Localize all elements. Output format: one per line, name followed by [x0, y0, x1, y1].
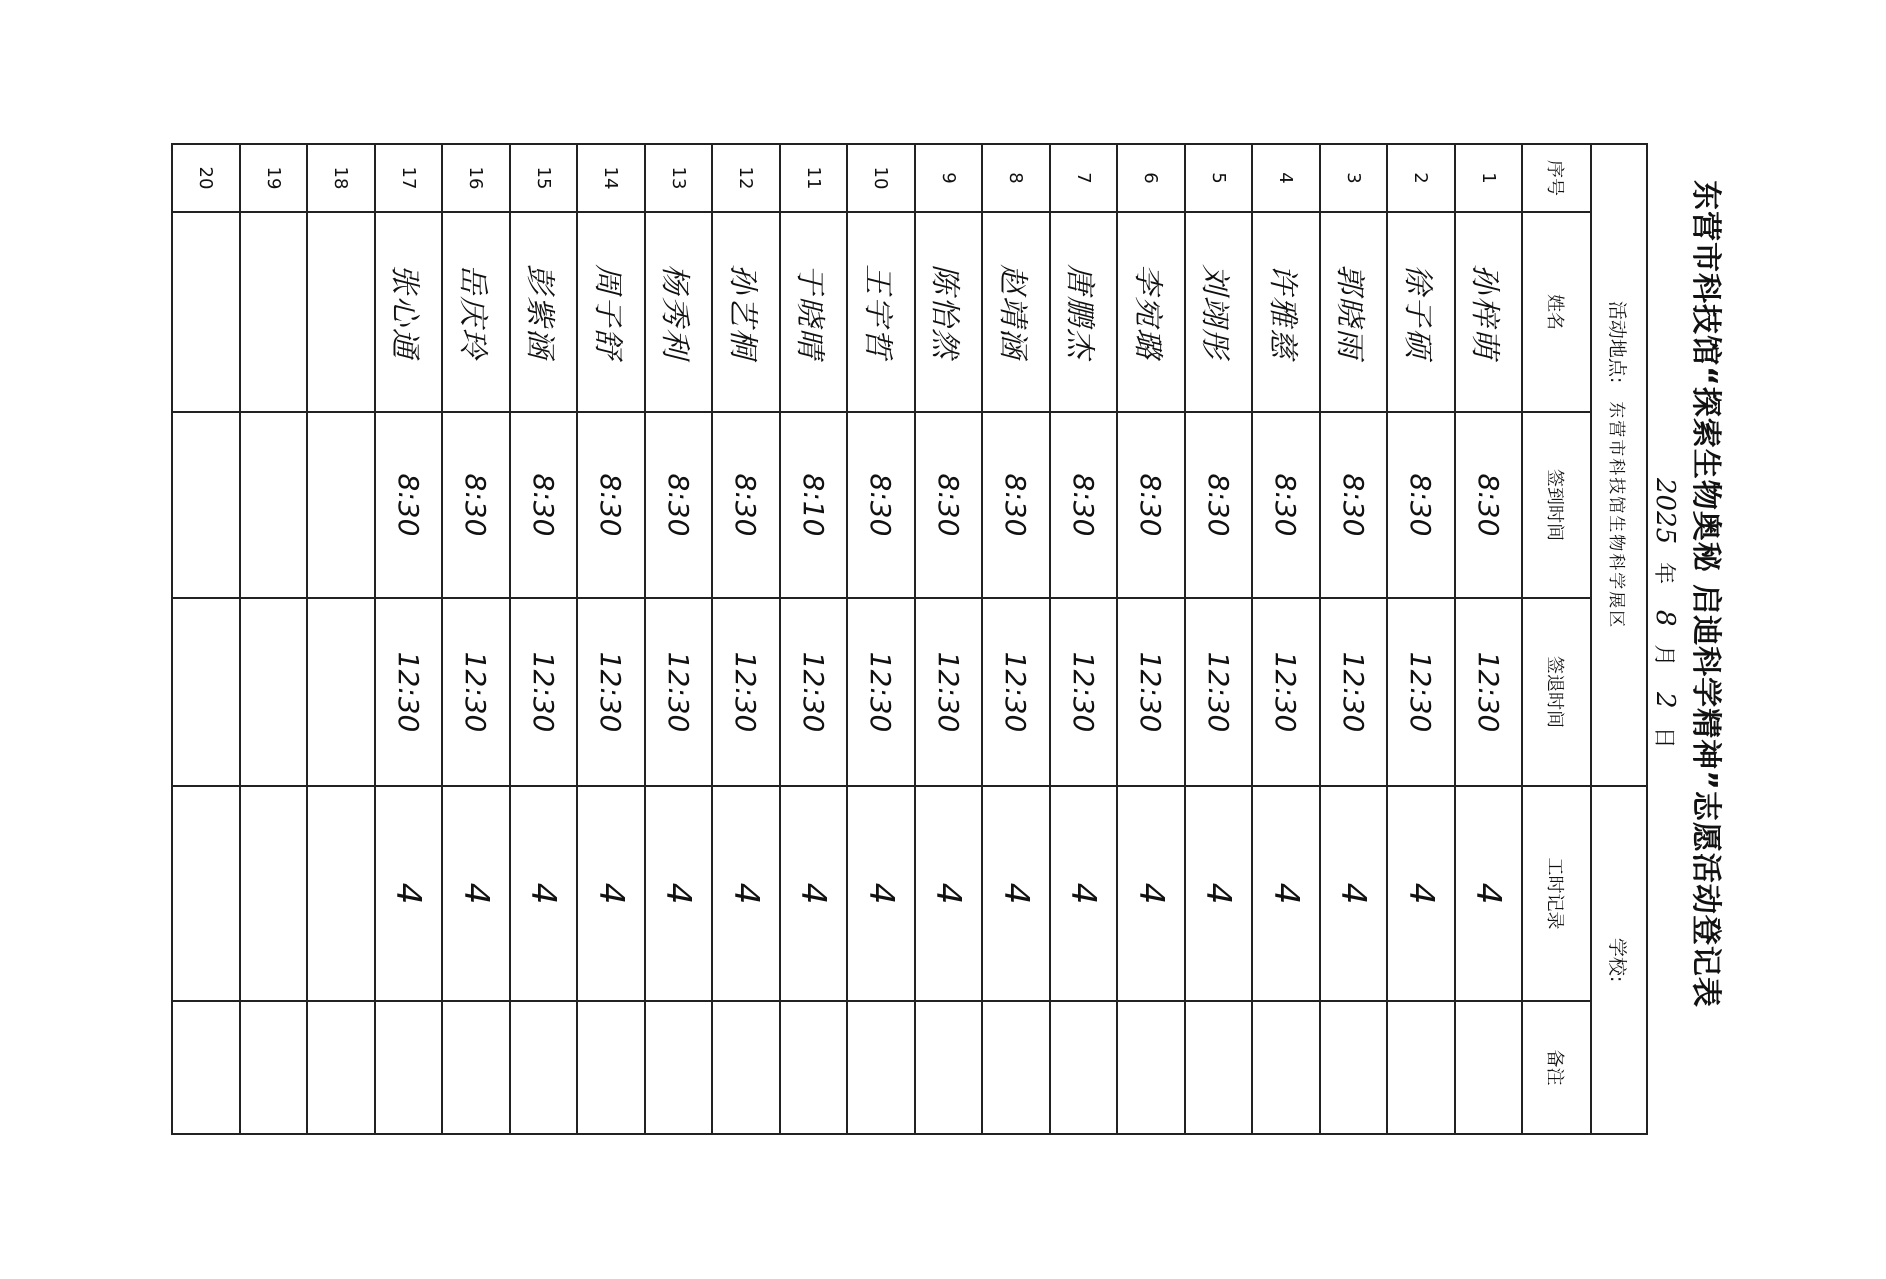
- table-row: [172, 144, 240, 1134]
- row-remarks: [510, 1001, 578, 1134]
- row-remarks: [1050, 1001, 1118, 1134]
- row-index: 17: [375, 144, 443, 212]
- row-name: [240, 212, 308, 412]
- row-remarks: [645, 1001, 713, 1134]
- row-name: 徐子硕: [1387, 212, 1455, 412]
- row-sign-in: 8:30: [1387, 412, 1455, 598]
- row-index: 15: [510, 144, 578, 212]
- row-sign-out: 12:30: [1185, 598, 1253, 786]
- table-row: [1387, 144, 1455, 1134]
- row-hours: 4: [1252, 786, 1320, 1001]
- location-label: 活动地点:: [1606, 300, 1629, 384]
- row-remarks: [780, 1001, 848, 1134]
- table-row: [1117, 144, 1185, 1134]
- header-hours: 工时记录: [1522, 786, 1591, 1001]
- row-remarks: [982, 1001, 1050, 1134]
- row-name: 陈怡然: [915, 212, 983, 412]
- row-remarks: [1387, 1001, 1455, 1134]
- row-sign-in: 8:30: [1252, 412, 1320, 598]
- row-hours: 4: [442, 786, 510, 1001]
- row-name: 王宇哲: [847, 212, 915, 412]
- row-name: 杨秀利: [645, 212, 713, 412]
- row-hours: 4: [1185, 786, 1253, 1001]
- row-hours: [307, 786, 375, 1001]
- row-sign-in: 8:30: [1455, 412, 1523, 598]
- date-day: 2: [1650, 692, 1680, 709]
- table-row: [307, 144, 375, 1134]
- form-title: 东营市科技馆“探索生物奥秘 启迪科学精神”志愿活动登记表: [1688, 180, 1723, 1008]
- row-remarks: [712, 1001, 780, 1134]
- row-name: 刘翊彤: [1185, 212, 1253, 412]
- row-sign-out: 12:30: [577, 598, 645, 786]
- header-sign-out: 签退时间: [1522, 598, 1591, 786]
- row-sign-in: 8:30: [645, 412, 713, 598]
- table-row: [712, 144, 780, 1134]
- row-sign-out: 12:30: [375, 598, 443, 786]
- row-sign-in: [240, 412, 308, 598]
- row-remarks: [1320, 1001, 1388, 1134]
- row-name: [307, 212, 375, 412]
- row-sign-in: [307, 412, 375, 598]
- row-index: 2: [1387, 144, 1455, 212]
- row-name: [172, 212, 240, 412]
- date-day-label: 日: [1651, 726, 1676, 749]
- row-remarks: [577, 1001, 645, 1134]
- row-hours: [172, 786, 240, 1001]
- table-row: [442, 144, 510, 1134]
- date-year: 2025: [1650, 478, 1680, 545]
- row-sign-in: 8:30: [1050, 412, 1118, 598]
- row-sign-in: 8:30: [712, 412, 780, 598]
- row-remarks: [1252, 1001, 1320, 1134]
- table-row: [1252, 144, 1320, 1134]
- header-row: [1522, 144, 1591, 1134]
- registration-table: [171, 143, 1648, 1135]
- row-sign-out: 12:30: [1252, 598, 1320, 786]
- row-hours: 4: [915, 786, 983, 1001]
- row-remarks: [915, 1001, 983, 1134]
- row-sign-out: 12:30: [712, 598, 780, 786]
- row-name: 李宛璐: [1117, 212, 1185, 412]
- row-sign-in: 8:30: [1320, 412, 1388, 598]
- table-row: [510, 144, 578, 1134]
- row-hours: 4: [375, 786, 443, 1001]
- row-sign-out: 12:30: [915, 598, 983, 786]
- row-name: 彭紫涵: [510, 212, 578, 412]
- row-index: 7: [1050, 144, 1118, 212]
- table-row: [577, 144, 645, 1134]
- row-remarks: [847, 1001, 915, 1134]
- row-hours: [240, 786, 308, 1001]
- row-remarks: [442, 1001, 510, 1134]
- row-sign-out: [172, 598, 240, 786]
- row-index: 20: [172, 144, 240, 212]
- table-row: [847, 144, 915, 1134]
- row-index: 18: [307, 144, 375, 212]
- date-year-label: 年: [1651, 562, 1676, 585]
- row-remarks: [375, 1001, 443, 1134]
- row-index: 12: [712, 144, 780, 212]
- row-sign-out: 12:30: [982, 598, 1050, 786]
- row-hours: 4: [645, 786, 713, 1001]
- row-hours: 4: [1387, 786, 1455, 1001]
- row-remarks: [1455, 1001, 1523, 1134]
- school-cell: [1591, 786, 1647, 1134]
- row-remarks: [307, 1001, 375, 1134]
- row-sign-in: 8:30: [982, 412, 1050, 598]
- row-name: 许雅慈: [1252, 212, 1320, 412]
- row-sign-in: 8:10: [780, 412, 848, 598]
- table-row: [645, 144, 713, 1134]
- header-index: 序号: [1522, 144, 1591, 212]
- table-row: [1185, 144, 1253, 1134]
- row-hours: 4: [1455, 786, 1523, 1001]
- info-row: [1591, 144, 1647, 1134]
- table-row: [915, 144, 983, 1134]
- row-index: 5: [1185, 144, 1253, 212]
- row-sign-in: 8:30: [1117, 412, 1185, 598]
- row-index: 16: [442, 144, 510, 212]
- header-remarks: 备注: [1522, 1001, 1591, 1134]
- row-index: 14: [577, 144, 645, 212]
- row-hours: 4: [1117, 786, 1185, 1001]
- row-name: 孙艺桐: [712, 212, 780, 412]
- row-name: 张心通: [375, 212, 443, 412]
- row-sign-out: 12:30: [1117, 598, 1185, 786]
- row-index: 4: [1252, 144, 1320, 212]
- row-remarks: [240, 1001, 308, 1134]
- table-row: [375, 144, 443, 1134]
- row-index: 8: [982, 144, 1050, 212]
- row-hours: 4: [982, 786, 1050, 1001]
- row-sign-out: 12:30: [645, 598, 713, 786]
- row-name: 于晓晴: [780, 212, 848, 412]
- table-row: [780, 144, 848, 1134]
- school-label: 学校:: [1606, 937, 1629, 983]
- row-sign-in: 8:30: [915, 412, 983, 598]
- row-hours: 4: [577, 786, 645, 1001]
- row-sign-in: [172, 412, 240, 598]
- row-sign-out: 12:30: [780, 598, 848, 786]
- row-sign-out: 12:30: [1050, 598, 1118, 786]
- row-name: 唐鹏杰: [1050, 212, 1118, 412]
- date-month: 8: [1650, 609, 1680, 627]
- header-name: 姓名: [1522, 212, 1591, 412]
- row-index: 3: [1320, 144, 1388, 212]
- row-sign-in: 8:30: [442, 412, 510, 598]
- row-name: 岳庆玲: [442, 212, 510, 412]
- row-sign-in: 8:30: [847, 412, 915, 598]
- row-name: 郭晓雨: [1320, 212, 1388, 412]
- row-sign-in: 8:30: [375, 412, 443, 598]
- row-index: 6: [1117, 144, 1185, 212]
- table-row: [1455, 144, 1523, 1134]
- row-hours: 4: [1320, 786, 1388, 1001]
- row-remarks: [1117, 1001, 1185, 1134]
- table-row: [982, 144, 1050, 1134]
- row-index: 9: [915, 144, 983, 212]
- row-hours: 4: [1050, 786, 1118, 1001]
- row-sign-out: 12:30: [1455, 598, 1523, 786]
- table-row: [240, 144, 308, 1134]
- date-line: [1650, 460, 1681, 749]
- row-sign-out: 12:30: [510, 598, 578, 786]
- row-sign-in: 8:30: [577, 412, 645, 598]
- row-sign-in: 8:30: [510, 412, 578, 598]
- row-name: 周子舒: [577, 212, 645, 412]
- row-hours: 4: [510, 786, 578, 1001]
- row-name: 赵靖涵: [982, 212, 1050, 412]
- row-index: 11: [780, 144, 848, 212]
- row-index: 13: [645, 144, 713, 212]
- header-sign-in: 签到时间: [1522, 412, 1591, 598]
- row-sign-out: 12:30: [442, 598, 510, 786]
- row-index: 10: [847, 144, 915, 212]
- row-sign-out: 12:30: [1320, 598, 1388, 786]
- row-sign-in: 8:30: [1185, 412, 1253, 598]
- row-hours: 4: [712, 786, 780, 1001]
- table-row: [1050, 144, 1118, 1134]
- location-cell: [1591, 144, 1647, 786]
- row-name: 孙梓萌: [1455, 212, 1523, 412]
- row-sign-out: 12:30: [1387, 598, 1455, 786]
- row-remarks: [172, 1001, 240, 1134]
- date-month-label: 月: [1651, 644, 1676, 667]
- row-sign-out: [307, 598, 375, 786]
- location-value: 东营市科技馆生物科学展区: [1606, 401, 1627, 630]
- row-sign-out: [240, 598, 308, 786]
- row-sign-out: 12:30: [847, 598, 915, 786]
- row-index: 1: [1455, 144, 1523, 212]
- table-row: [1320, 144, 1388, 1134]
- row-remarks: [1185, 1001, 1253, 1134]
- row-hours: 4: [780, 786, 848, 1001]
- row-index: 19: [240, 144, 308, 212]
- row-hours: 4: [847, 786, 915, 1001]
